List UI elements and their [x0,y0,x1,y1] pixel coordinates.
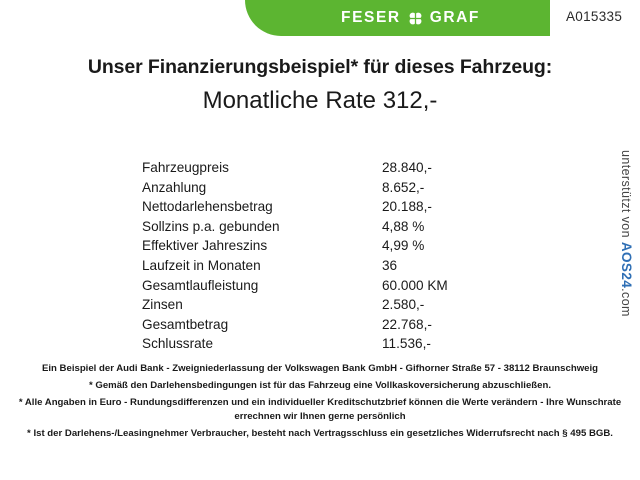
table-row [142,256,542,276]
table-row [142,217,542,237]
detail-value: 11.536,- [382,336,431,352]
detail-value: 22.768,- [382,316,432,332]
table-row [142,158,542,178]
sponsor-side-text [614,150,636,340]
detail-label: Schlussrate [142,336,214,352]
table-row [142,295,542,315]
detail-label: Anzahlung [142,179,207,195]
footnotes [0,362,640,440]
brand-name-first: FESER [341,9,401,26]
sponsor-suffix: .com [619,288,633,317]
page-subtitle: Monatliche Rate 312,- [202,87,438,114]
detail-label: Gesamtlaufleistung [142,277,259,293]
detail-label: Nettodarlehensbetrag [142,199,273,215]
clover-icon [408,11,423,26]
detail-label: Effektiver Jahreszins [142,238,268,254]
sponsor-prefix: unterstützt von [619,150,633,242]
sponsor-brand-sub: 24 [619,272,634,289]
detail-value: 20.188,- [382,199,432,215]
page-title: Unser Finanzierungsbeispiel* für dieses Fahrzeug: [87,56,553,78]
detail-label: Laufzeit in Monaten [142,257,261,273]
footnote-bank: Ein Beispiel der Audi Bank - Zweigniederlassung der Volkswagen Bank GmbH - Gifhorner Straße 57 - 38112 Braunschweig [41,363,599,374]
detail-value: 60.000 KM [382,277,448,293]
title-block [0,56,640,115]
brand-name-second: GRAF [429,9,480,26]
detail-value: 28.840,- [382,160,432,175]
footnote-withdrawal: * Ist der Darlehens-/Leasingnehmer Verbraucher, besteht nach Vertragsschluss ein gesetzliches Widerrufsrecht nach § 495 BGB. [27,427,613,439]
detail-label: Fahrzeugpreis [142,160,229,175]
detail-value: 4,88 % [382,218,425,234]
detail-value: 36 [382,257,398,273]
footnote-values: * Alle Angaben in Euro - Rundungsdifferenzen und ein individueller Kreditschutzbrief können die Werte verändern - Ihre Wunschrate errechnen wir Ihnen gerne persönlich [18,397,622,422]
brand-banner [245,0,550,36]
detail-label: Zinsen [142,297,183,313]
table-row [142,236,542,256]
table-row [142,334,542,354]
detail-label: Gesamtbetrag [142,316,229,332]
sponsor-brand: AOS [619,241,634,273]
detail-value: 8.652,- [382,179,425,195]
finance-details-table [142,158,542,354]
detail-value: 2.580,- [382,297,425,313]
table-row [142,276,542,296]
detail-label: Sollzins p.a. gebunden [142,218,280,234]
table-row [142,178,542,198]
table-row [142,315,542,335]
order-id: A015335 [566,9,623,24]
footnote-insurance: * Gemäß den Darlehensbedingungen ist für das Fahrzeug eine Vollkaskoversicherung abzuschließen. [88,380,552,392]
detail-value: 4,99 % [382,238,425,254]
page-header [0,0,640,36]
brand-logo [315,9,480,27]
table-row [142,197,542,217]
